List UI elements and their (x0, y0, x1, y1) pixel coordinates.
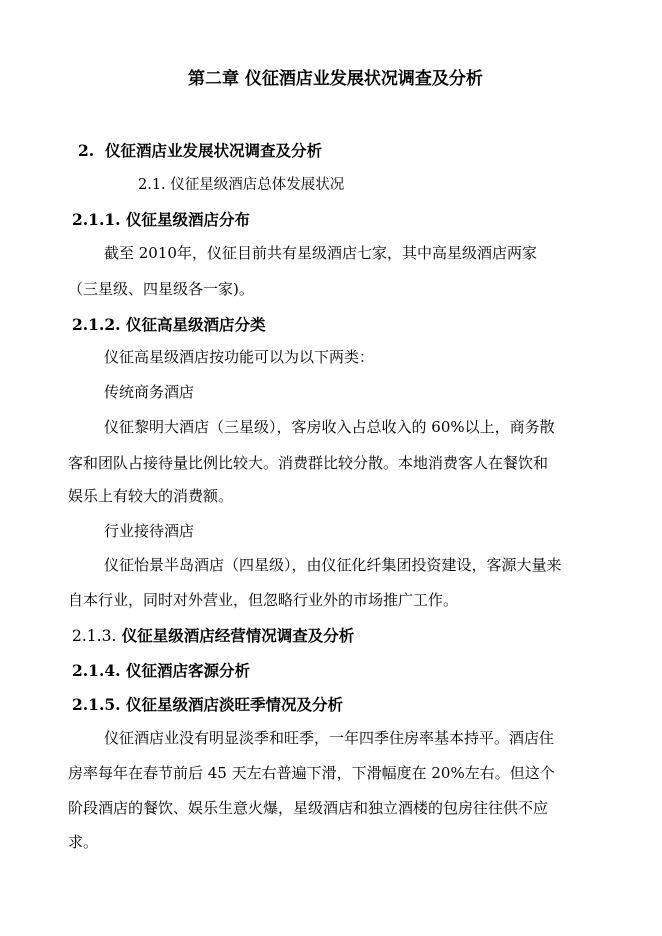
paragraph-line: 客和团队占接待量比例比较大。消费群比较分散。本地消费客人在餐饮和 (68, 454, 549, 472)
paragraph-line: 自本行业，同时对外营业，但忽略行业外的市场推广工作。 (68, 591, 459, 609)
paragraph-line: 截至 2010年，仪征目前共有星级酒店七家，其中高星级酒店两家 (104, 244, 537, 262)
paragraph-line: 仪征黎明大酒店（三星级），客房收入占总收入的 60%以上，商务散 (104, 418, 555, 436)
section-title: 仪征星级酒店分布 (125, 210, 250, 229)
paragraph-line: 阶段酒店的餐饮、娱乐生意火爆，星级酒店和独立酒楼的包房往往供不应 (68, 799, 549, 817)
section-2-heading (78, 143, 322, 159)
section-number: 2.1.4. (72, 661, 121, 680)
paragraph-line: 仪征酒店业没有明显淡季和旺季，一年四季住房率基本持平。酒店住 (104, 729, 555, 747)
section-2-1-4-heading (72, 663, 250, 679)
paragraph-line: 仪征怡景半岛酒店（四星级），由仪征化纤集团投资建设，客源大量来 (104, 556, 562, 574)
section-title: 仪征酒店客源分析 (125, 661, 250, 680)
section-number: 2.1. (138, 177, 166, 193)
section-number: 2.1.5. (72, 695, 121, 714)
chapter-title: 第二章 仪征酒店业发展状况调查及分析 (188, 69, 483, 89)
category-label: 传统商务酒店 (104, 383, 195, 401)
section-2-1-1-heading (72, 212, 250, 228)
section-2-1-3-heading (72, 628, 354, 645)
section-number: 2.1.1. (72, 210, 121, 229)
section-title: 仪征酒店业发展状况调查及分析 (104, 141, 322, 160)
paragraph-line: 房率每年在春节前后 45 天左右普遍下滑，下滑幅度在 20%左右。但这个 (68, 764, 555, 782)
paragraph-line: 求。 (68, 833, 99, 851)
section-title: 仪征星级酒店经营情况调查及分析 (121, 626, 355, 645)
section-title: 仪征星级酒店淡旺季情况及分析 (125, 695, 343, 714)
section-number: 2. (78, 141, 95, 160)
section-title: 仪征高星级酒店分类 (125, 315, 266, 334)
section-number: 2.1.2. (72, 315, 121, 334)
section-number: 2.1.3. (72, 627, 117, 645)
paragraph-line: 娱乐上有较大的消费额。 (68, 487, 234, 505)
category-label: 行业接待酒店 (104, 522, 195, 540)
section-2-1-2-heading (72, 317, 265, 333)
section-2-1-5-heading (72, 697, 343, 713)
paragraph-line: （三星级、四星级各一家)。 (68, 280, 254, 298)
paragraph-line: 仪征高星级酒店按功能可以为以下两类： (104, 348, 375, 366)
section-2-1-heading (138, 178, 344, 193)
section-title: 仪征星级酒店总体发展状况 (170, 177, 345, 193)
